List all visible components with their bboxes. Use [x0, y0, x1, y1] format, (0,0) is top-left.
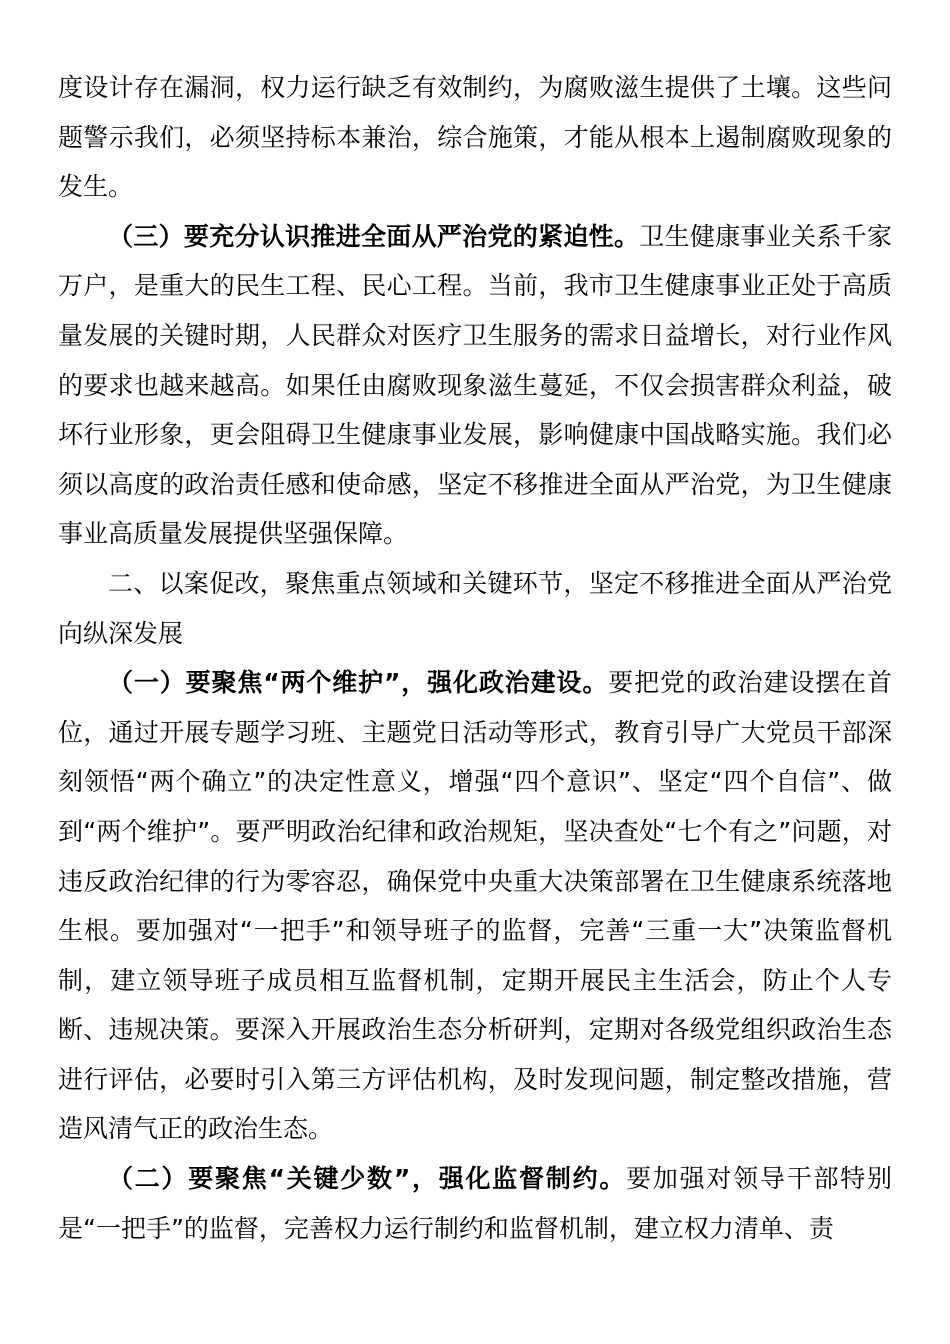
paragraph-political-building-body: 要把党的政治建设摆在首位，通过开展专题学习班、主题党日活动等形式，教育引导广大党员干部深刻领悟“两个确立”的决定性意义，增强“四个意识”、坚定“四个自信”、做到“两个维护”。要严明政治纪律和政治规矩，坚决查处“七个有之”问题，对违反政治纪律的行为零容忍，确保党中央重大决策部署在卫生健康系统落地生根。要加强对“一把手”和领导班子的监督，完善“三重一大”决策监督机制，建立领导班子成员相互监督机制，定期开展民主生活会，防止个人专断、违规决策。要深入开展政治生态分析研判，定期对各级党组织政治生态进行评估，必要时引入第三方评估机构，及时发现问题，制定整改措施，营造风清气正的政治生态。 — [58, 668, 892, 1144]
subheading-urgency: （三）要充分认识推进全面从严治党的紧迫性。 — [108, 221, 640, 251]
paragraph-urgency-body: 卫生健康事业关系千家万户，是重大的民生工程、民心工程。当前，我市卫生健康事业正处于高质量发展的关键时期，人民群众对医疗卫生服务的需求日益增长，对行业作风的要求也越来越高。如果任由腐败现象滋生蔓延，不仅会损害群众利益，破坏行业形象，更会阻碍卫生健康事业发展，影响健康中国战略实施。我们必须以高度的政治责任感和使命感，坚定不移推进全面从严治党，为卫生健康事业高质量发展提供坚强保障。 — [58, 221, 892, 549]
paragraph-supervision — [58, 1154, 892, 1253]
paragraph-continuation: 度设计存在漏洞，权力运行缺乏有效制约，为腐败滋生提供了土壤。这些问题警示我们，必须坚持标本兼治，综合施策，才能从根本上遏制腐败现象的发生。 — [58, 73, 892, 202]
paragraph-political-building — [58, 658, 892, 1154]
subheading-supervision: （二）要聚焦“关键少数”，强化监督制约。 — [108, 1164, 627, 1194]
paragraph-urgency — [58, 212, 892, 559]
subheading-political-building: （一）要聚焦“两个维护”，强化政治建设。 — [108, 668, 609, 698]
paragraph-supervision-body: 要加强对领导干部特别是“一把手”的监督，完善权力运行制约和监督机制，建立权力清单、责 — [58, 1164, 892, 1243]
section-2-title: 二、以案促改，聚焦重点领域和关键环节，坚定不移推进全面从严治党向纵深发展 — [58, 568, 892, 648]
document-page — [58, 63, 892, 1253]
